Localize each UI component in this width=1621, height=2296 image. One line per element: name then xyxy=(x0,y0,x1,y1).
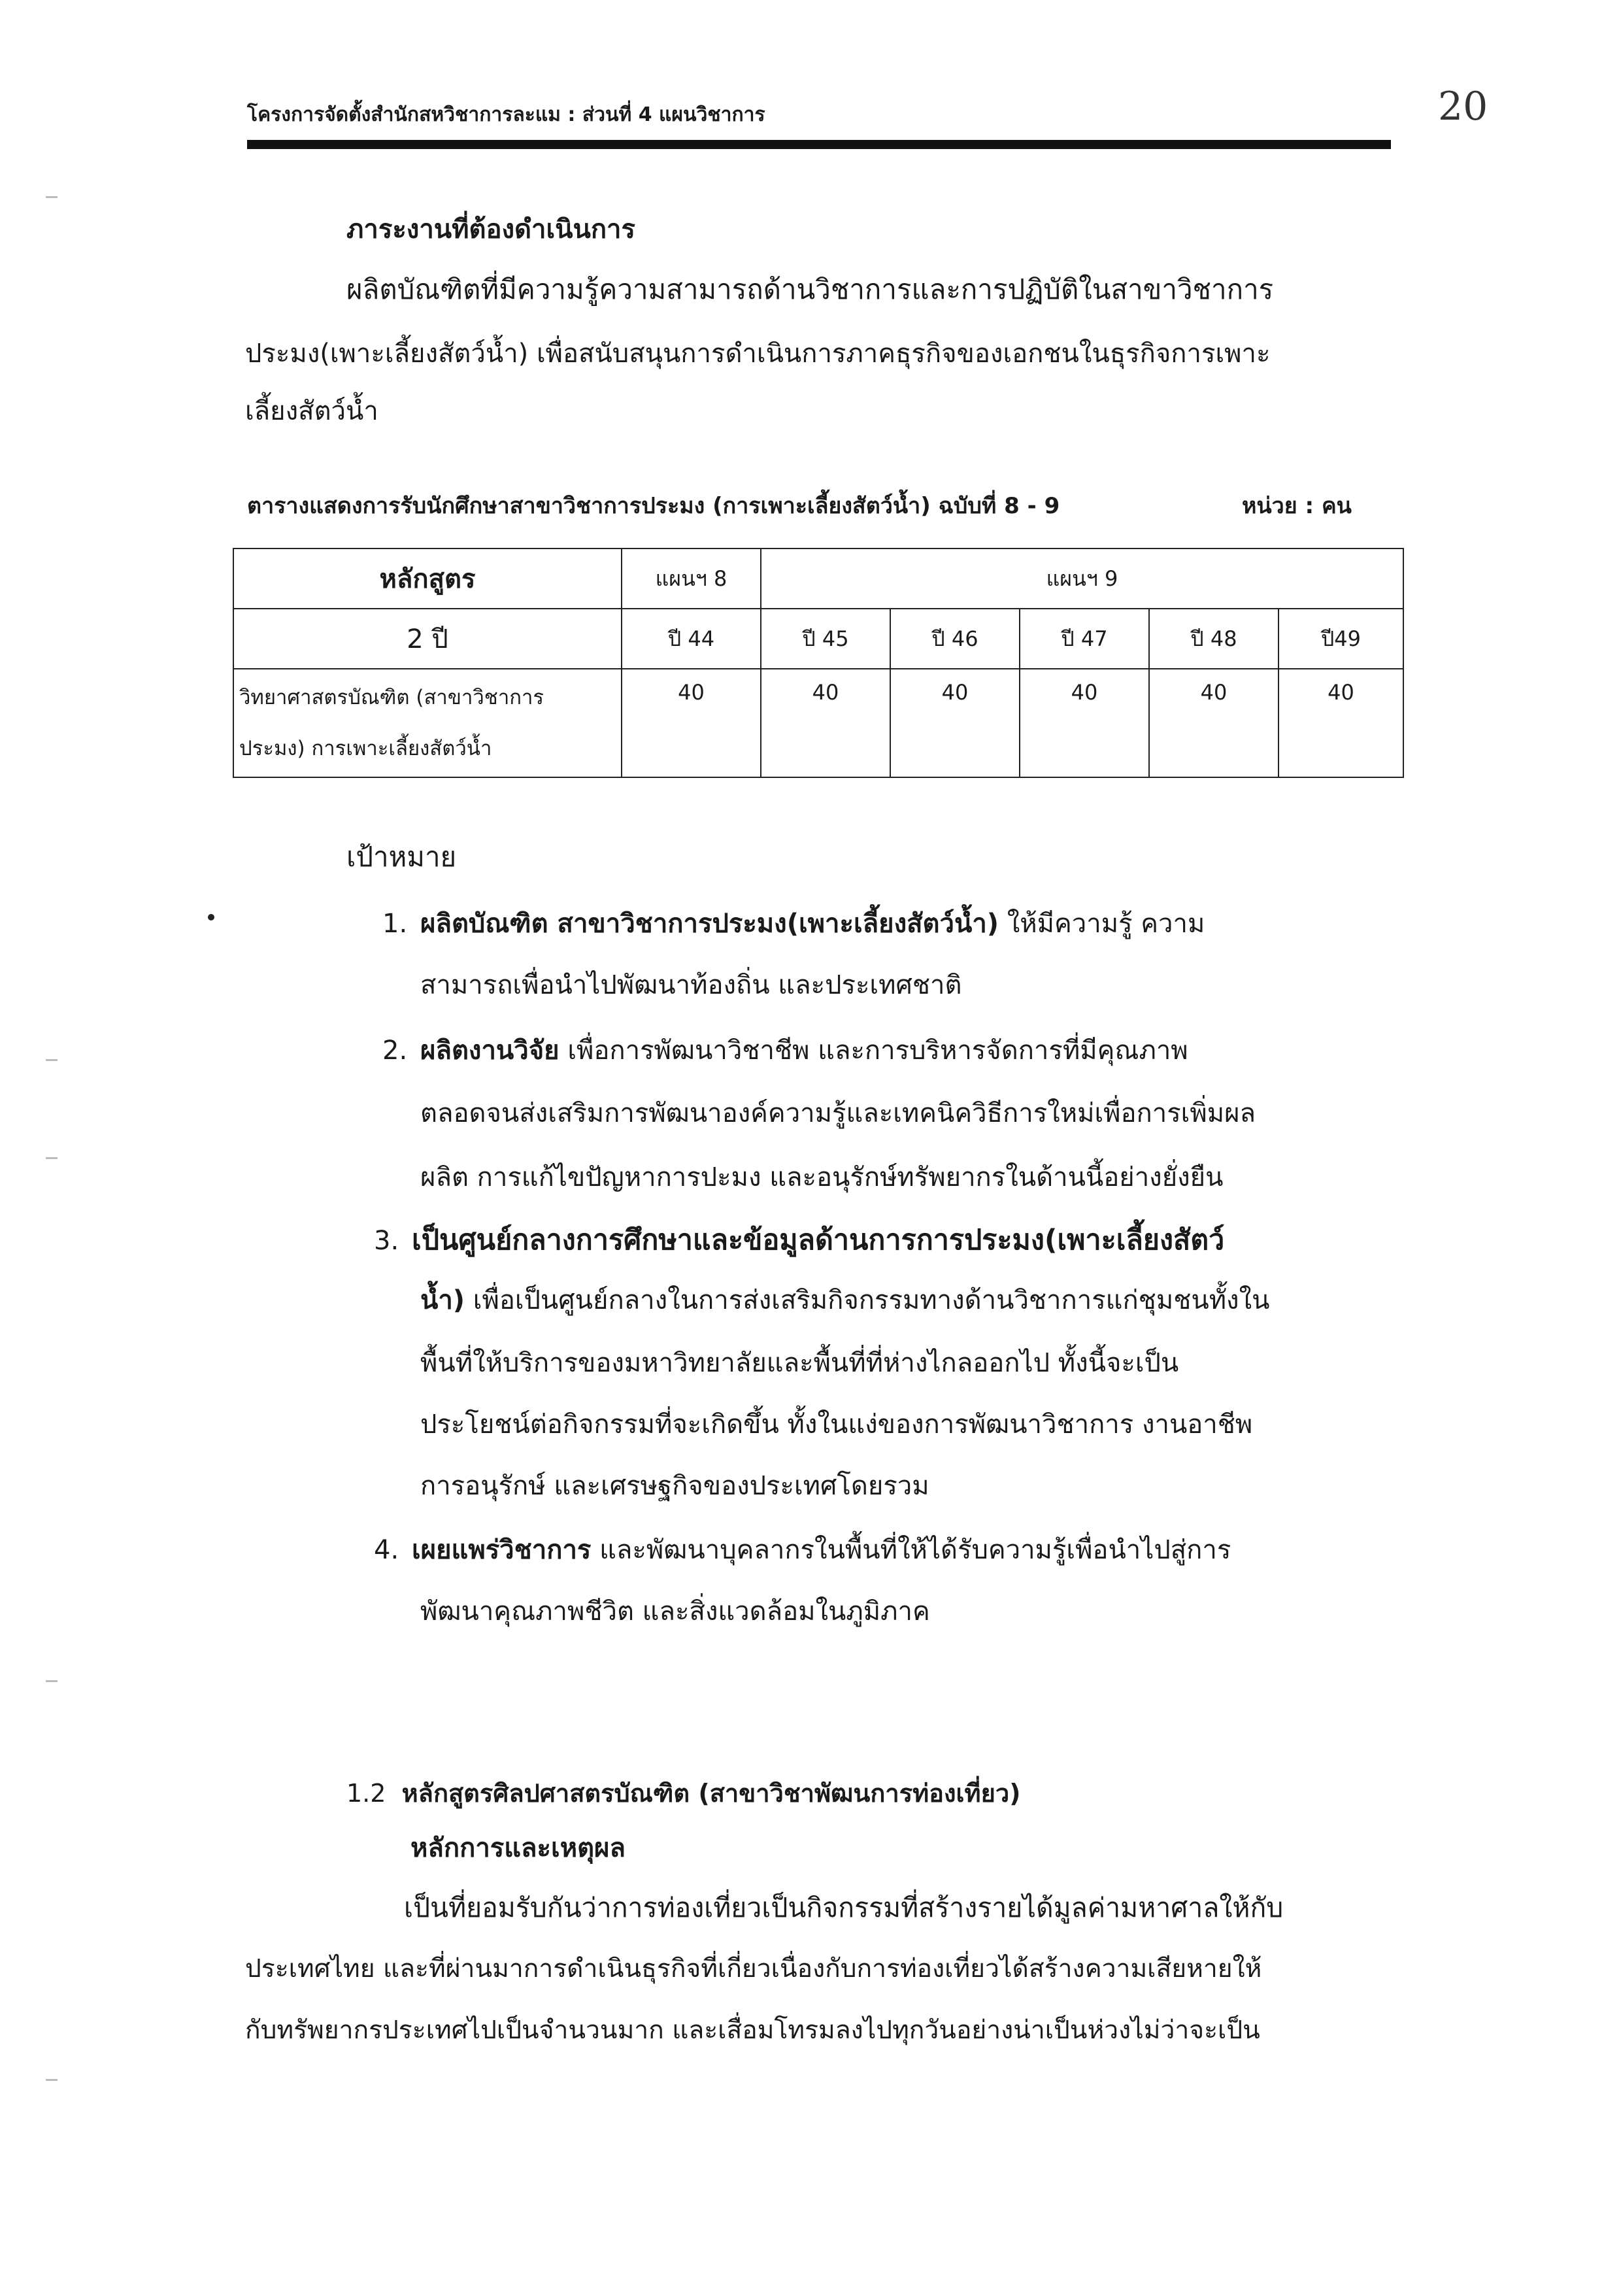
goal-number: 3. xyxy=(374,1226,399,1256)
goal-number: 1. xyxy=(382,909,408,939)
goal-text-line: ผลิต การแก้ไขปัญหาการปะมง และอนุรักษ์ทรัพยากรในด้านนี้อย่างยั่งยืน xyxy=(420,1162,1224,1192)
admission-table xyxy=(233,548,1404,778)
table-caption: ตารางแสดงการรับนักศึกษาสาขาวิชาการประมง (การเพาะเลี้ยงสัตว์น้ำ) ฉบับที่ 8 - 9 xyxy=(247,493,1060,519)
goal-text-line: การอนุรักษ์ และเศรษฐกิจของประเทศโดยรวม xyxy=(420,1471,929,1501)
paragraph-line: เป็นที่ยอมรับกันว่าการท่องเที่ยวเป็นกิจกรรมที่สร้างรายได้มูลค่ามหาศาลให้กับ xyxy=(404,1892,1284,1923)
scan-mark xyxy=(46,196,58,198)
goal-title: ผลิตบัณฑิต สาขาวิชาการประมง(เพาะเลี้ยงสัตว์น้ำ) xyxy=(420,909,999,939)
header-year: ปี 44 xyxy=(622,609,761,669)
goal-item-4 xyxy=(374,1528,1231,1570)
goal-title: เผยแพร่วิชาการ xyxy=(412,1535,592,1565)
section-number: 1.2 xyxy=(346,1779,386,1808)
header-year: ปี49 xyxy=(1278,609,1403,669)
program-name-line: วิทยาศาสตรบัณฑิต (สาขาวิชาการ xyxy=(239,686,544,709)
paragraph-line: กับทรัพยากรประเทศไปเป็นจำนวนมาก และเสื่อมโทรมลงไปทุกวันอย่างน่าเป็นห่วงไม่ว่าจะเป็น xyxy=(245,2016,1260,2045)
scan-mark xyxy=(46,1157,58,1159)
goal-text: ให้มีความรู้ ความ xyxy=(999,909,1205,939)
table-unit: หน่วย : คน xyxy=(1242,493,1352,519)
header-year: ปี 48 xyxy=(1149,609,1278,669)
program-name-cell xyxy=(233,669,622,777)
table-value: 40 xyxy=(1020,669,1149,777)
section-heading xyxy=(346,1773,1021,1813)
running-header: โครงการจัดตั้งสำนักสหวิชาการละแม : ส่วนที่ 4 แผนวิชาการ xyxy=(247,103,765,126)
paragraph-line: ผลิตบัณฑิตที่มีความรู้ความสามารถด้านวิชาการและการปฏิบัติในสาขาวิชาการ xyxy=(346,273,1274,305)
header-plan-9: แผนฯ 9 xyxy=(761,549,1403,609)
section-subheading: หลักการและเหตุผล xyxy=(410,1833,626,1863)
table-value: 40 xyxy=(622,669,761,777)
bullet-dot xyxy=(208,914,214,920)
header-curriculum: หลักสูตร xyxy=(233,549,622,609)
goal-text: และพัฒนาบุคลากรในพื้นที่ให้ได้รับความรู้เพื่อนำไปสู่การ xyxy=(591,1535,1231,1565)
goal-text: เพื่อการพัฒนาวิชาชีพ และการบริหารจัดการที่มีคุณภาพ xyxy=(559,1036,1188,1066)
header-year: ปี 47 xyxy=(1020,609,1149,669)
paragraph-line: เลี้ยงสัตว์น้ำ xyxy=(245,396,378,426)
goal-text-line: พื้นที่ให้บริการของมหาวิทยาลัยและพื้นที่ที่ห่างไกลออกไป ทั้งนี้จะเป็น xyxy=(420,1348,1179,1378)
program-name-line: ประมง) การเพาะเลี้ยงสัตว์น้ำ xyxy=(239,737,492,760)
goal-item-1 xyxy=(382,902,1205,944)
scan-mark xyxy=(46,1680,58,1682)
header-year: ปี 45 xyxy=(761,609,890,669)
goal-title: เป็นศูนย์กลางการศึกษาและข้อมูลด้านการการประมง(เพาะเลี้ยงสัตว์ xyxy=(412,1224,1225,1257)
header-year: ปี 46 xyxy=(890,609,1020,669)
goal-text-line: ตลอดจนส่งเสริมการพัฒนาองค์ความรู้และเทคนิควิธีการใหม่เพื่อการเพิ่มผล xyxy=(420,1098,1256,1128)
goal-item-2 xyxy=(382,1029,1188,1071)
goal-title: ผลิตงานวิจัย xyxy=(420,1036,560,1066)
goal-number: 2. xyxy=(382,1036,408,1066)
goal-number: 4. xyxy=(374,1535,399,1565)
section-title: หลักสูตรศิลปศาสตรบัณฑิต (สาขาวิชาพัฒนการท่องเที่ยว) xyxy=(401,1779,1021,1808)
table-value: 40 xyxy=(761,669,890,777)
header-plan-8: แผนฯ 8 xyxy=(622,549,761,609)
paragraph-line: ประมง(เพาะเลี้ยงสัตว์น้ำ) เพื่อสนับสนุนการดำเนินการภาคธุรกิจของเอกชนในธุรกิจการเพาะ xyxy=(245,339,1271,369)
workload-heading: ภาระงานที่ต้องดำเนินการ xyxy=(346,214,635,245)
table-value: 40 xyxy=(1149,669,1278,777)
table-value: 40 xyxy=(890,669,1020,777)
goal-text-line: พัฒนาคุณภาพชีวิต และสิ่งแวดล้อมในภูมิภาค xyxy=(420,1596,930,1627)
paragraph-line: ประเทศไทย และที่ผ่านมาการดำเนินธุรกิจที่เกี่ยวเนื่องกับการท่องเที่ยวได้สร้างความเสียหายให้ xyxy=(245,1954,1262,1984)
goal-text-line: สามารถเพื่อนำไปพัฒนาท้องถิ่น และประเทศชาติ xyxy=(420,970,962,1000)
goal-text: เพื่อเป็นศูนย์กลางในการส่งเสริมกิจกรรมทางด้านวิชาการแก่ชุมชนทั้งใน xyxy=(465,1285,1270,1315)
scan-mark xyxy=(46,2079,58,2081)
page-number: 20 xyxy=(1438,84,1488,129)
table-value: 40 xyxy=(1278,669,1403,777)
header-rule xyxy=(247,140,1391,149)
goal-text-line: ประโยชน์ต่อกิจกรรมที่จะเกิดขึ้น ทั้งในแง่ของการพัฒนาวิชาการ งานอาชีพ xyxy=(420,1410,1253,1440)
goal-item-3 xyxy=(374,1217,1224,1262)
goals-heading: เป้าหมาย xyxy=(346,841,457,873)
header-duration: 2 ปี xyxy=(233,609,622,669)
goal-text-line xyxy=(420,1279,1269,1321)
scan-mark xyxy=(46,1059,58,1061)
goal-title: น้ำ) xyxy=(420,1285,465,1315)
